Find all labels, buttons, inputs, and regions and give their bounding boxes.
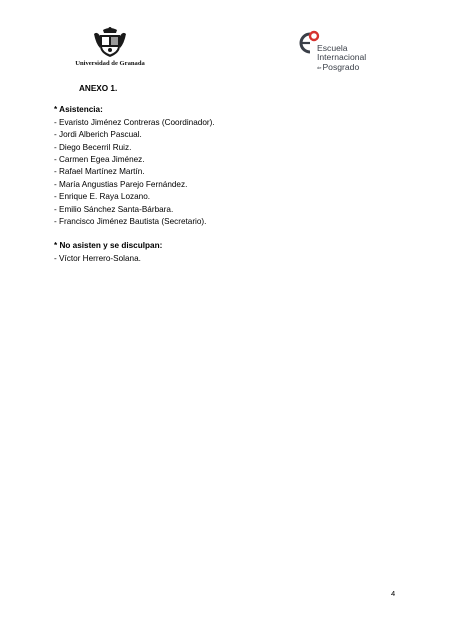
eip-line-3-small: de (317, 64, 322, 70)
ugr-coat-of-arms-icon (92, 26, 128, 58)
list-item: - Jordi Alberich Pascual. (54, 130, 142, 140)
attendance-title: * Asistencia: (54, 105, 103, 115)
list-item: - Rafael Martínez Martín. (54, 167, 145, 177)
eip-logo (295, 30, 385, 75)
absent-title: * No asisten y se disculpan: (54, 241, 163, 251)
ugr-logo (55, 26, 165, 67)
eip-line-3-main: Posgrado (322, 61, 360, 72)
eip-line-1: Escuela (317, 43, 348, 53)
list-item: - María Angustias Parejo Fernández. (54, 179, 188, 189)
ugr-logo-text: Universidad de Granada (75, 60, 145, 67)
annex-title: ANEXO 1. (79, 84, 118, 93)
attendance-list (54, 117, 404, 229)
absent-list (54, 253, 404, 265)
list-item: - Emilio Sánchez Santa-Bárbara. (54, 204, 174, 214)
list-item: - Diego Becerril Ruiz. (54, 142, 132, 152)
list-item: - Francisco Jiménez Bautista (Secretario). (54, 217, 207, 227)
document-body (54, 83, 404, 265)
eip-logo-text (317, 44, 366, 72)
page-number: 4 (391, 589, 396, 598)
list-item: - Víctor Herrero-Solana. (54, 253, 141, 263)
section-spacer (54, 228, 404, 240)
eip-line-3 (317, 63, 366, 72)
list-item: - Enrique E. Raya Lozano. (54, 192, 151, 202)
list-item: - Carmen Egea Jiménez. (54, 155, 145, 165)
eip-line-2: Internacional (317, 52, 367, 63)
list-item: - Evaristo Jiménez Contreras (Coordinador). (54, 117, 215, 127)
